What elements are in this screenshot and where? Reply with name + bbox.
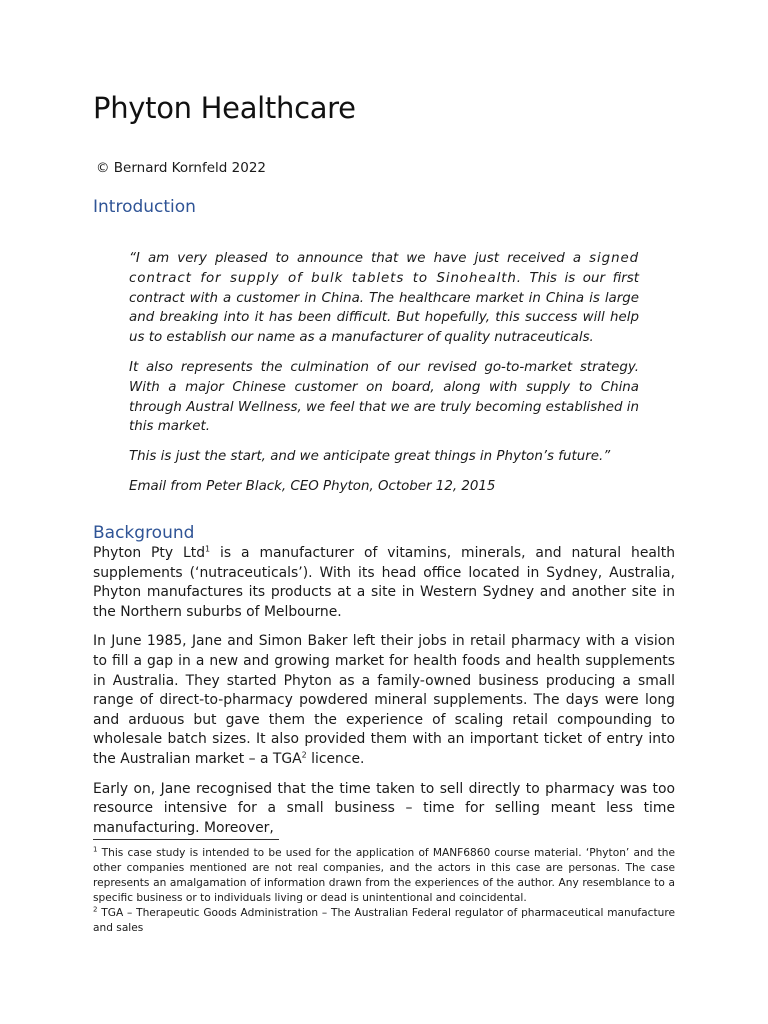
bg-p2-start: In June 1985, Jane and Simon Baker left their jobs in retail pharmacy with a vision to fill a gap in a new and growing market for health foods and health supplements in Australia. They started Phyton as a family-owned business producing a small range of direct-to-pharmacy powdered mineral supplements. The days were long and arduous but gave them the experience of scaling retail compounding to wholesale batch sizes. It also provided them with an important ticket of entry into the Australian market – a TGA xyxy=(93,633,675,767)
bg-p1-start: Phyton Pty Ltd xyxy=(93,545,206,561)
footnote-ref-2[interactable]: 2 xyxy=(301,750,307,760)
bg-p1-end: is a manufacturer of vitamins, minerals, and natural health supplements (‘nutraceuticals’). With its head office located in Sydney, Australia, Phyton manufactures its products at a site in Western Sydney and another site in the Northern suburbs of Melbourne. xyxy=(93,545,675,620)
copyright-line: © Bernard Kornfeld 2022 xyxy=(96,160,267,176)
background-body xyxy=(93,544,675,848)
footnote-1-marker: 1 xyxy=(93,845,98,854)
background-heading: Background xyxy=(93,523,195,543)
introduction-quote xyxy=(129,249,639,507)
footnote-2-marker: 2 xyxy=(93,905,98,914)
introduction-heading: Introduction xyxy=(93,197,196,217)
quote-p1-end: This is our first contract with a customer in China. The healthcare market in China is large and breaking into it has been difficult. But hopefully, this success will help us to establish our name as a manufacturer of quality nutraceuticals. xyxy=(129,270,639,346)
footnote-separator xyxy=(93,839,279,840)
background-paragraph-2 xyxy=(93,632,675,769)
bg-p2-end: licence. xyxy=(306,750,365,767)
footnote-1-text: This case study is intended to be used for the application of MANF6860 course material. ‘Phyton’ and the other companies mentioned are not real companies, and the actors in this case are personas. The case represents an amalgamation of information drawn from the experiences of the author. Any resemblance to a specific business or to individuals living or dead is unintentional and coincidental. xyxy=(93,847,675,905)
quote-paragraph-1 xyxy=(129,249,639,348)
document-title: Phyton Healthcare xyxy=(93,91,356,125)
background-paragraph-1 xyxy=(93,544,675,622)
footnote-2 xyxy=(93,906,675,936)
quote-paragraph-2: It also represents the culmination of our revised go-to-market strategy. With a major Chinese customer on board, along with supply to China through Austral Wellness, we feel that we are truly becoming established in this market. xyxy=(129,359,639,435)
footnotes xyxy=(93,846,675,937)
footnote-ref-1[interactable]: 1 xyxy=(205,544,211,554)
quote-attribution: Email from Peter Black, CEO Phyton, October 12, 2015 xyxy=(129,478,496,494)
quote-paragraph-3: This is just the start, and we anticipate great things in Phyton’s future.” xyxy=(129,449,611,465)
background-paragraph-3: Early on, Jane recognised that the time taken to sell directly to pharmacy was too resource intensive for a small business – time for selling meant less time manufacturing. Moreover, xyxy=(93,780,675,836)
quote-p1-spaced: signed contract for supply of bulk tablets to Sinohealth. xyxy=(129,251,639,286)
quote-p1-start: “I am very pleased to announce that we have just received a xyxy=(129,251,582,266)
footnote-2-text: TGA – Therapeutic Goods Administration – The Australian Federal regulator of pharmaceutical manufacture and sales xyxy=(93,907,675,935)
footnote-1 xyxy=(93,846,675,906)
